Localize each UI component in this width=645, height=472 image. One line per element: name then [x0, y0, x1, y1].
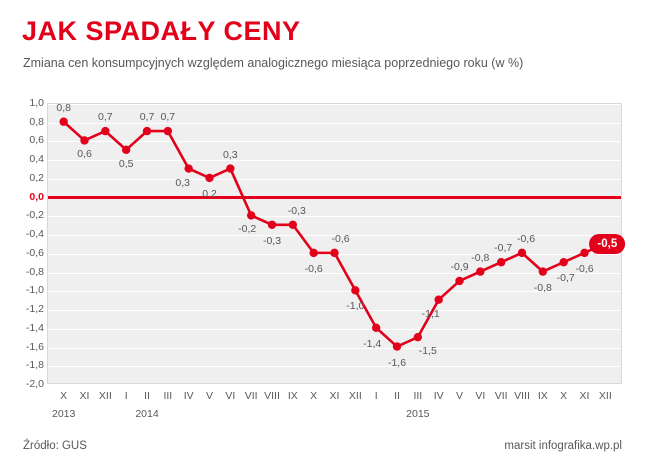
y-axis-tick-label: -0,2 [25, 209, 44, 222]
data-point-label: -0,8 [471, 251, 490, 264]
data-point [164, 127, 172, 135]
data-point [309, 249, 317, 257]
y-axis-tick-label: 0,2 [29, 171, 44, 184]
data-point [518, 249, 526, 257]
x-axis-tick-label: I [124, 390, 128, 402]
data-point [80, 136, 88, 144]
data-point-label: -0,2 [238, 223, 257, 236]
x-axis-tick-label: I [374, 390, 378, 402]
x-axis-tick-label: X [60, 390, 68, 402]
data-point [580, 249, 588, 257]
y-axis-tick-label: -2,0 [25, 378, 44, 390]
x-axis-tick-label: X [310, 390, 318, 402]
data-point-label: -1,4 [363, 337, 382, 350]
y-axis-tick-label: -1,8 [25, 359, 44, 372]
data-point [330, 249, 338, 257]
x-axis-tick-label: IX [287, 390, 298, 402]
data-point-label: -0,7 [494, 242, 513, 255]
x-axis-tick-label: IX [537, 390, 548, 402]
data-point-label: -0,6 [304, 262, 323, 275]
y-axis-tick-label: 0,6 [29, 134, 44, 147]
y-axis-tick-label: -0,8 [25, 265, 44, 278]
data-point [247, 211, 255, 219]
x-axis-tick-label: V [205, 390, 214, 402]
data-point-label: -1,1 [421, 307, 440, 320]
data-point-label: 0,8 [56, 101, 71, 114]
data-point-label: -0,3 [262, 234, 282, 247]
highlighted-value-badge: -0,5 [589, 234, 625, 254]
data-point [351, 286, 359, 294]
data-point [289, 221, 297, 229]
y-axis-tick-label: -0,4 [25, 228, 44, 241]
data-point-label: 0,6 [77, 148, 92, 161]
x-axis-tick-label: XI [579, 390, 590, 402]
gridline [48, 385, 621, 386]
data-point [268, 221, 276, 229]
data-point [434, 296, 442, 304]
data-point [143, 127, 151, 135]
y-axis-tick-label: 0,8 [29, 115, 44, 128]
data-point [414, 333, 422, 341]
x-axis-tick-label: VII [494, 390, 508, 402]
data-point-label: -1,6 [387, 356, 407, 369]
x-axis-tick-label: VIII [264, 390, 280, 402]
x-axis-tick-label: V [455, 390, 464, 402]
y-axis-tick-label: -1,4 [25, 321, 44, 334]
x-axis-year-label: 2015 [406, 408, 430, 420]
data-point-label: -1,0 [346, 300, 365, 313]
x-axis-year-label: 2014 [135, 408, 159, 420]
data-point [539, 267, 547, 275]
data-point [393, 342, 401, 350]
data-point [59, 118, 67, 126]
x-axis-tick-label: XII [98, 390, 112, 402]
x-axis-tick-label: II [394, 390, 400, 402]
data-point [184, 164, 192, 172]
x-axis-tick-label: VIII [514, 390, 530, 402]
y-axis-tick-label: -1,0 [25, 284, 44, 297]
data-point-label: -0,9 [450, 260, 469, 273]
data-point [205, 174, 213, 182]
x-axis-tick-label: VI [475, 390, 486, 402]
x-axis-year-label: 2013 [51, 408, 76, 420]
credit-note: marsit infografika.wp.pl [504, 440, 622, 452]
x-axis-tick-label: II [144, 390, 150, 402]
data-point-label: 0,7 [160, 111, 176, 124]
data-point [122, 146, 130, 154]
data-point-label: -0,3 [287, 204, 306, 217]
page-subtitle: Zmiana cen konsumpcyjnych względem analogicznego miesiąca poprzedniego roku (w %) [23, 56, 524, 70]
y-axis-tick-label: 0,4 [29, 153, 44, 166]
data-point-label: 0,3 [223, 148, 238, 161]
data-point-label: -0,7 [556, 272, 575, 285]
data-point [476, 267, 484, 275]
x-axis-tick-label: XI [79, 390, 90, 402]
data-point [372, 324, 380, 332]
data-point [497, 258, 505, 266]
data-point [559, 258, 567, 266]
x-axis-tick-label: IV [433, 390, 444, 402]
data-point-label: -0,6 [575, 262, 594, 275]
data-point-label: 0,5 [118, 157, 134, 170]
data-point [226, 164, 234, 172]
x-axis-tick-label: XII [348, 390, 362, 402]
x-axis-tick-label: VII [244, 390, 258, 402]
page-title: JAK SPADAŁY CENY [22, 16, 301, 46]
x-axis-tick-label: III [163, 390, 173, 402]
data-point-label: 0,2 [202, 187, 217, 200]
data-point-label: -0,8 [533, 281, 552, 294]
x-axis-tick-label: XI [329, 390, 340, 402]
data-point-label: -1,5 [418, 345, 437, 358]
data-point-label: 0,7 [98, 111, 113, 124]
y-axis-tick-label: -0,6 [25, 246, 44, 259]
x-axis-tick-label: VI [225, 390, 236, 402]
x-axis-tick-label: XII [598, 390, 612, 402]
data-point-label: 0,3 [175, 176, 190, 189]
y-axis-tick-label: 0,0 [29, 190, 44, 203]
data-point-label: -0,6 [516, 232, 536, 245]
y-axis-tick-label: 1,0 [29, 97, 44, 109]
data-point-label: -0,6 [331, 232, 350, 245]
data-point [101, 127, 109, 135]
data-point-label: 0,7 [139, 111, 155, 124]
data-point [455, 277, 463, 285]
x-axis-tick-label: III [413, 390, 423, 402]
source-note: Źródło: GUS [23, 440, 87, 452]
y-axis-tick-label: -1,2 [25, 303, 44, 316]
x-axis-tick-label: X [560, 390, 568, 402]
y-axis-tick-label: -1,6 [25, 340, 44, 353]
x-axis-tick-label: IV [183, 390, 194, 402]
